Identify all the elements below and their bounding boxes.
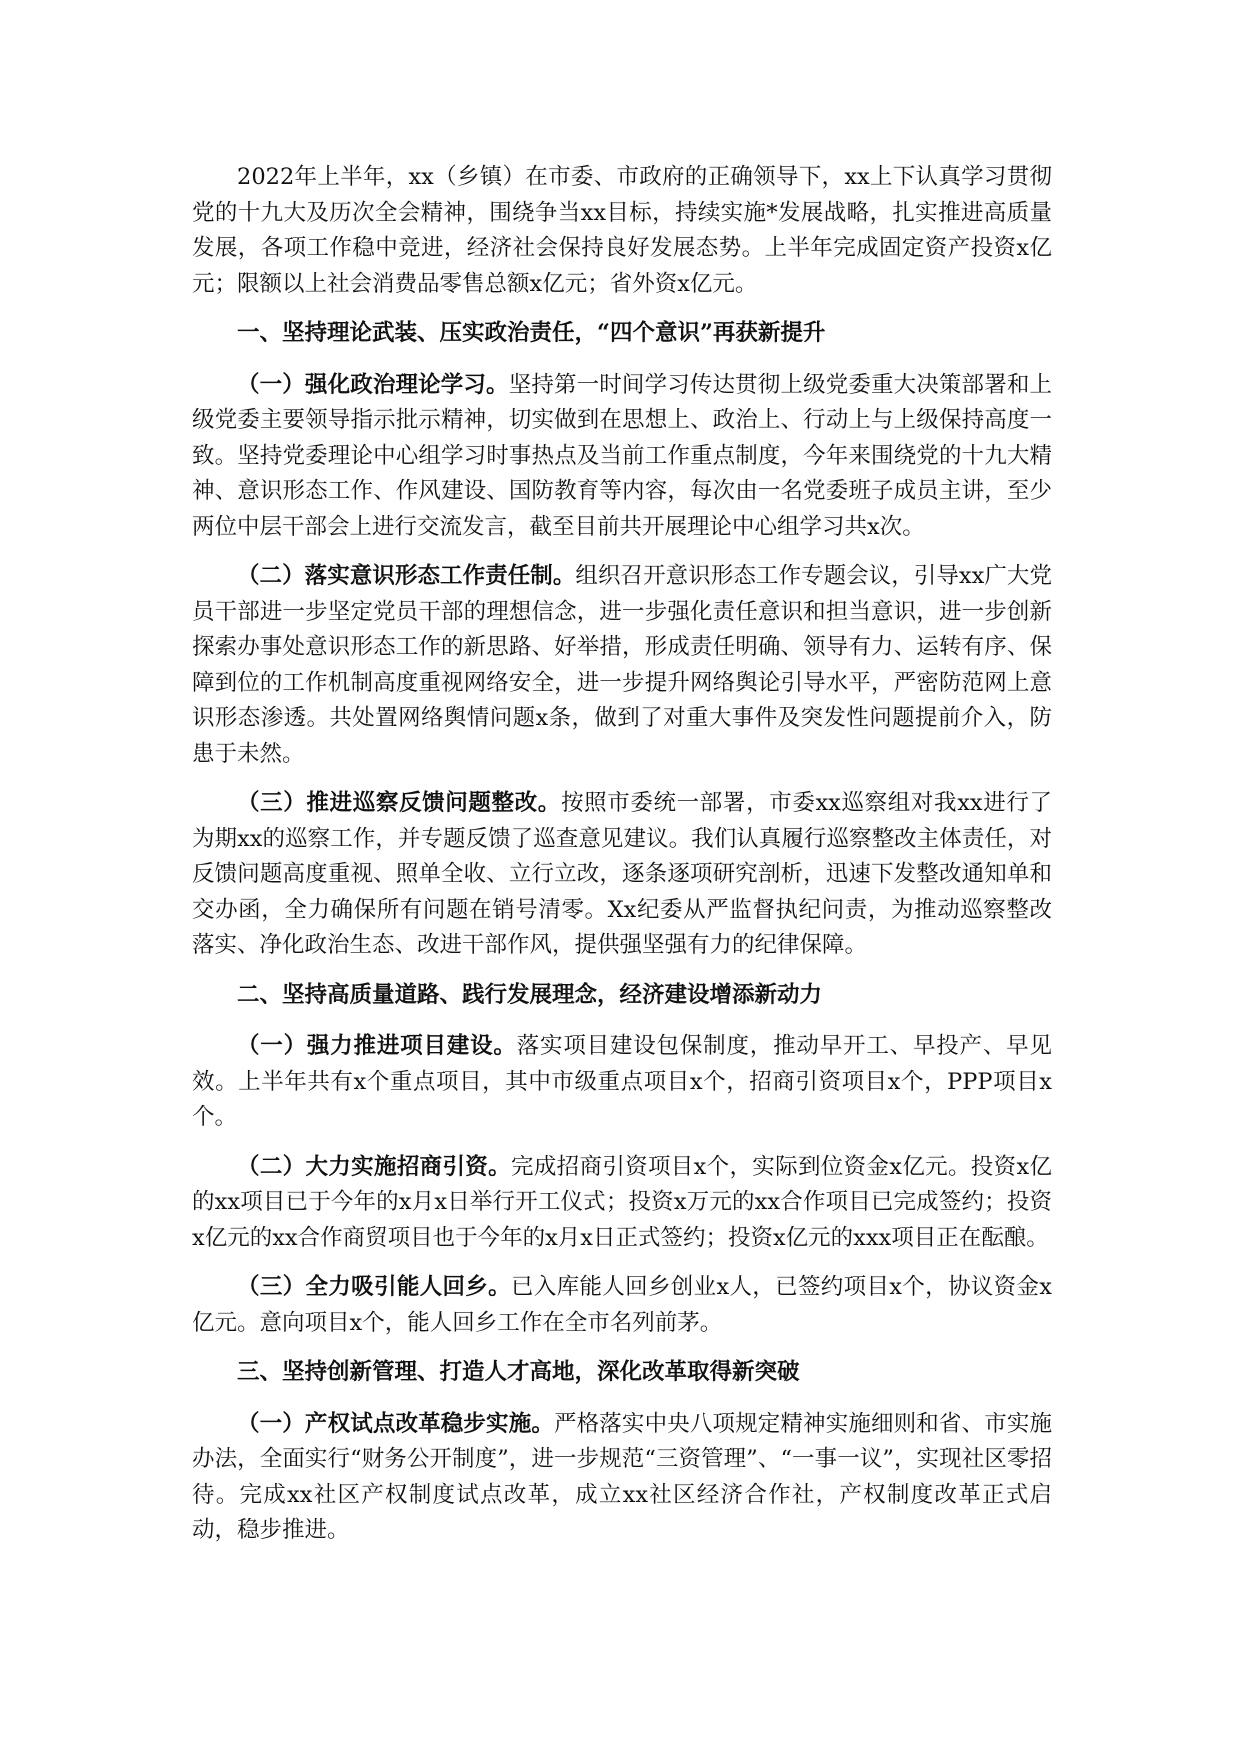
item-text: 完成招商引资项目x个，实际到位资金x亿元。投资x亿的xx项目已于今年的x月x日举行开工仪式；投资x万元的xx合作项目已完成签约；投资x亿元的xx合作商贸项目也于今年的x月x日正式签约；投资x亿元的xxx项目正在酝酿。 [192,1153,1052,1251]
item-text: 组织召开意识形态工作专题会议，引导xx广大党员干部进一步坚定党员干部的理想信念，进一步强化责任意识和担当意识，进一步创新探索办事处意识形态工作的新思路、好举措，形成责任明确、领导有力、运转有序、保障到位的工作机制高度重视网络安全，进一步提升网络舆论引导水平，严密防范网上意识形态渗透。共处置网络舆情问题x条，做到了对重大事件及突发性问题提前介入，防患于未然。 [192,563,1052,767]
item-lead: （一）产权试点改革稳步实施。 [237,1410,554,1437]
section-3-item-1 [192,1407,1052,1549]
item-lead: （二）大力实施招商引资。 [237,1153,511,1180]
section-2-item-1 [192,1029,1052,1136]
section-2-item-3 [192,1270,1052,1341]
item-lead: （三）全力吸引能人回乡。 [237,1274,511,1300]
intro-paragraph: 2022年上半年，xx（乡镇）在市委、市政府的正确领导下，xx上下认真学习贯彻党的十九大及历次全会精神，围绕争当xx目标，持续实施*发展战略，扎实推进高质量发展，各项工作稳中竞进，经济社会保持良好发展态势。上半年完成固定资产投资x亿元；限额以上社会消费品零售总额x亿元；省外资x亿元。 [192,164,1052,297]
section-3-heading: 三、坚持创新管理、打造人才高地，深化改革取得新突破 [237,1359,800,1385]
section-2-item-2 [192,1150,1052,1257]
item-text: 按照市委统一部署，市委xx巡察组对我xx进行了为期xx的巡察工作，并专题反馈了巡查意见建议。我们认真履行巡察整改主体责任，对反馈问题高度重视、照单全收、立行立改，逐条逐项研究剖析，迅速下发整改通知单和交办函，全力确保所有问题在销号清零。Xx纪委从严监督执纪问责，为推动巡察整改落实、净化政治生态、改进干部作风，提供强坚强有力的纪律保障。 [192,790,1052,958]
item-lead: （二）落实意识形态工作责任制。 [237,563,576,589]
item-lead: （一）强力推进项目建设。 [237,1033,517,1059]
item-text: 坚持第一时间学习传达贯彻上级党委重大决策部署和上级党委主要领导指示批示精神，切实做到在思想上、政治上、行动上与上级保持高度一致。坚持党委理论中心组学习时事热点及当前工作重点制度，今年来围绕党的十九大精神、意识形态工作、作风建设、国防教育等内容，每次由一名党委班子成员主讲，至少两位中层干部会上进行交流发言，截至目前共开展理论中心组学习共x次。 [192,371,1052,540]
section-1-item-1 [192,368,1052,546]
item-text: 严格落实中央八项规定精神实施细则和省、市实施办法，全面实行“财务公开制度”，进一步规范“三资管理”、“一事一议”，实现社区零招待。完成xx社区产权制度试点改革，成立xx社区经济合作社，产权制度改革正式启动，稳步推进。 [192,1410,1052,1543]
item-lead: （三）推进巡察反馈问题整改。 [237,790,561,816]
section-1-item-2 [192,559,1052,772]
section-1-item-3 [192,786,1052,964]
document-page [192,160,1052,1563]
item-text: 已入库能人回乡创业x人，已签约项目x个，协议资金x亿元。意向项目x个，能人回乡工作在全市名列前茅。 [192,1274,1052,1336]
section-2-heading: 二、坚持高质量道路、践行发展理念，经济建设增添新动力 [237,981,823,1008]
section-1-heading: 一、坚持理论武装、压实政治责任，“四个意识”再获新提升 [237,320,826,346]
item-lead: （一）强化政治理论学习。 [237,371,509,398]
item-text: 落实项目建设包保制度，推动早开工、早投产、早见效。上半年共有x个重点项目，其中市级重点项目x个，招商引资项目x个，PPP项目x个。 [192,1033,1052,1130]
